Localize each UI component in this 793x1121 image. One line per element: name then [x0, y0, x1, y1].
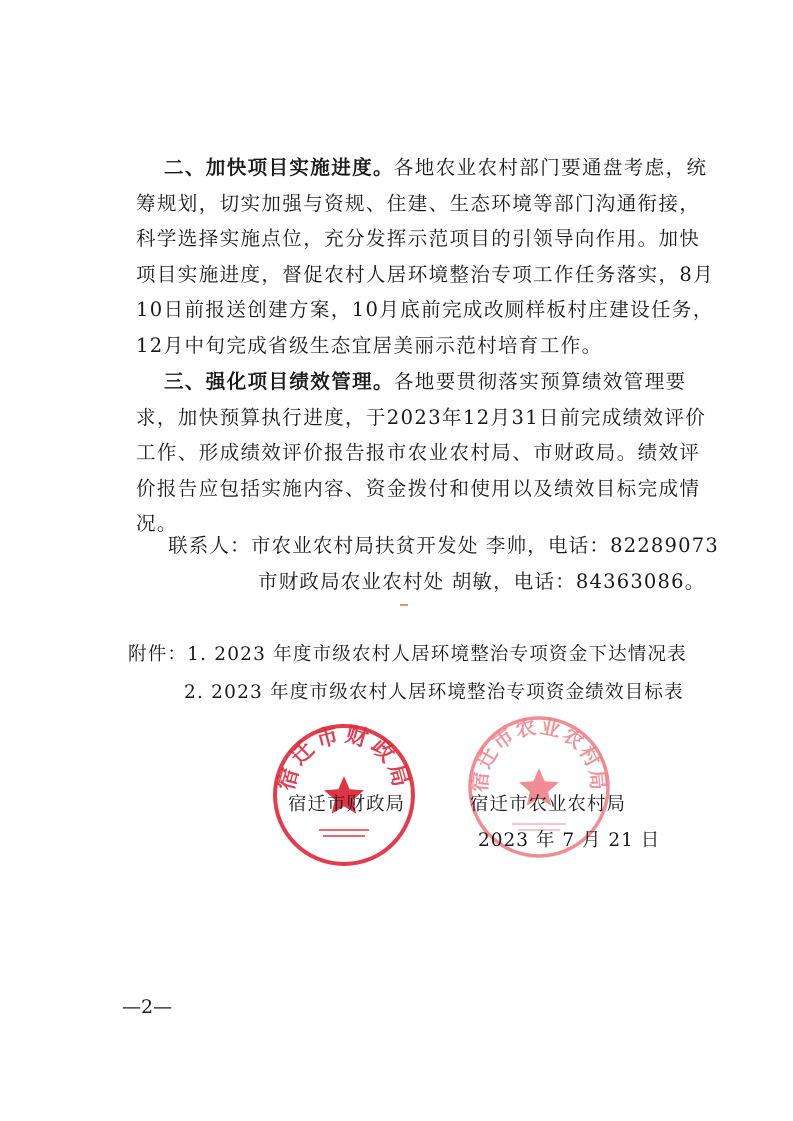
attachment-label: 附件：: [128, 644, 188, 665]
section-2-paragraph: [136, 150, 720, 363]
contact-label: 联系人：: [168, 534, 251, 557]
section-2-text: 各地农业农村部门要通盘考虑，统筹规划，切实加强与资规、住建、生态环境等部门沟通衔接，科学选择实施点位，充分发挥示范项目的引领导向作用。加快项目实施进度，督促农村人居环境整治专项工作任务落实，8月10日前报送创建方案，10月底前完成改厕样板村庄建设任务，12月中旬完成省级生态宜居美丽示范村培育工作。: [136, 156, 715, 357]
contact-person-1: 市农业农村局扶贫开发处 李帅，电话：82289073: [250, 534, 719, 557]
section-3-text: 各地要贯彻落实预算绩效管理要求，加快预算执行进度，于2023年12月31日前完成绩效评价工作、形成绩效评价报告报市农业农村局、市财政局。绩效评价报告应包括实施内容、资金拨付和使用以及绩效目标完成情况。: [136, 370, 707, 535]
section-3-paragraph: [136, 364, 720, 542]
attachment-item-2: 2. 2023 年度市级农村人居环境整治专项资金绩效目标表: [184, 682, 684, 703]
attachment-item-1: 1. 2023 年度市级农村人居环境整治专项资金下达情况表: [187, 644, 687, 665]
signature-date: 2023 年 7 月 21 日: [478, 830, 661, 851]
contact-person-2: 市财政局农业农村处 胡敏，电话：84363086。: [258, 570, 706, 593]
page-number: —2—: [122, 996, 173, 1018]
section-2-heading: 二、加快项目实施进度。: [164, 156, 394, 179]
svg-text:宿迁市财政局: 宿迁市财政局: [273, 722, 415, 794]
signature-finance-bureau: 宿迁市财政局: [288, 794, 406, 815]
scan-mark: [400, 604, 408, 606]
contact-line-1: [168, 530, 719, 558]
attachment-line-1: [128, 640, 687, 666]
section-3-heading: 三、强化项目绩效管理。: [164, 370, 394, 393]
svg-text:宿迁市农业农村局: 宿迁市农业农村局: [467, 714, 611, 793]
signature-agriculture-bureau: 宿迁市农业农村局: [470, 794, 627, 815]
